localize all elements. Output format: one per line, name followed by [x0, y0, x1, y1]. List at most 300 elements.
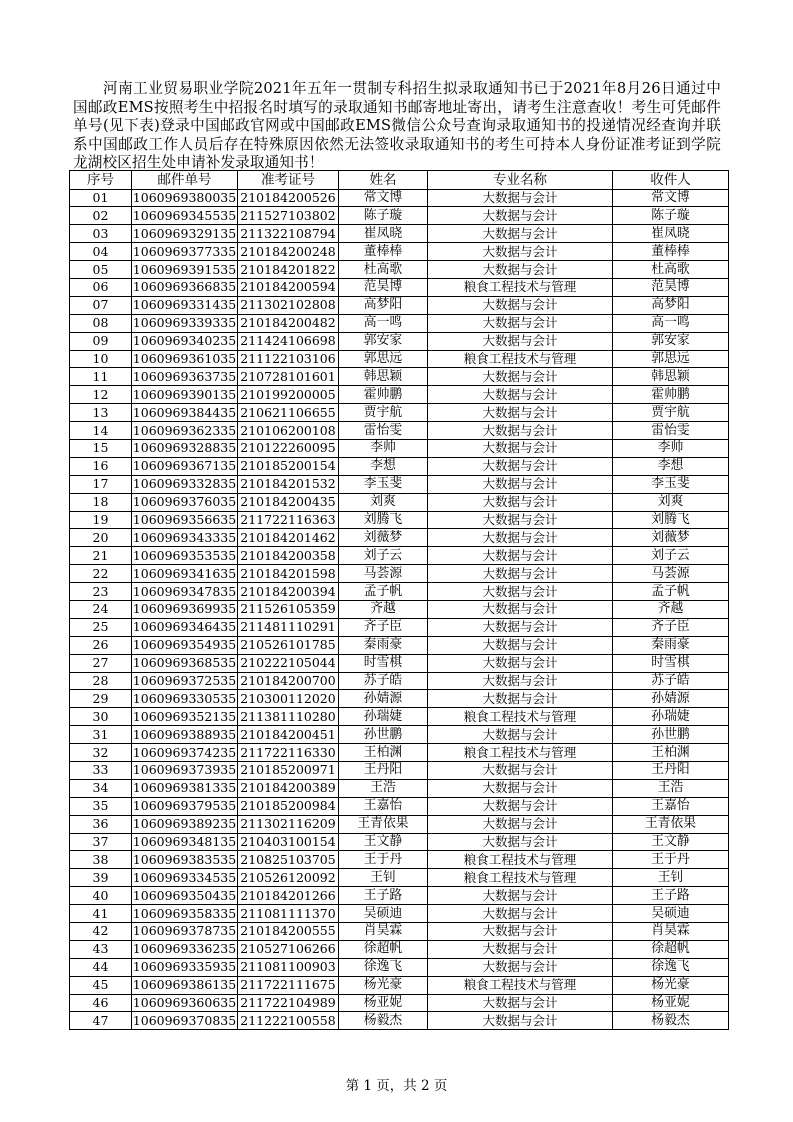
cell-name: 郭安家	[339, 332, 428, 350]
cell-seq: 46	[70, 994, 132, 1012]
table-row	[70, 368, 729, 386]
cell-exam-no: 211081111370	[238, 905, 339, 923]
cell-seq: 09	[70, 332, 132, 350]
table-row	[70, 654, 729, 672]
cell-seq: 02	[70, 207, 132, 225]
cell-seq: 40	[70, 887, 132, 905]
cell-exam-no: 210184201822	[238, 261, 339, 279]
cell-seq: 36	[70, 815, 132, 833]
cell-name: 崔凤晓	[339, 225, 428, 243]
cell-recipient: 刘爽	[613, 493, 729, 511]
cell-recipient: 李想	[613, 457, 729, 475]
cell-exam-no: 210184200482	[238, 314, 339, 332]
cell-mail-no: 1060969377335	[132, 243, 237, 259]
col-header-recipient: 收件人	[613, 171, 729, 190]
cell-exam-no: 211722104989	[238, 994, 339, 1012]
cell-exam-no: 210403100154	[238, 833, 339, 851]
cell-seq: 15	[70, 439, 132, 457]
cell-name: 王于丹	[339, 851, 428, 869]
cell-seq: 13	[70, 404, 132, 422]
table-header-row	[70, 171, 729, 190]
cell-major: 大数据与会计	[428, 1012, 613, 1030]
cell-major: 大数据与会计	[428, 422, 613, 440]
cell-seq: 11	[70, 368, 132, 386]
table-row	[70, 547, 729, 565]
cell-major: 粮食工程技术与管理	[428, 869, 613, 887]
cell-mail-no: 1060969368535	[132, 655, 237, 671]
cell-exam-no: 210825103705	[238, 851, 339, 869]
cell-major: 大数据与会计	[428, 189, 613, 207]
cell-name: 霍帅鹏	[339, 386, 428, 404]
cell-mail-no: 1060969369935	[132, 601, 237, 617]
cell-recipient: 杨光豪	[613, 976, 729, 994]
cell-mail-no: 1060969391535	[132, 261, 237, 277]
cell-exam-no: 211122103106	[238, 350, 339, 368]
cell-mail-no: 1060969346435	[132, 619, 237, 635]
cell-major: 大数据与会计	[428, 583, 613, 601]
cell-major: 大数据与会计	[428, 618, 613, 636]
cell-name: 孙世鹏	[339, 726, 428, 744]
cell-recipient: 齐越	[613, 600, 729, 618]
cell-exam-no: 210728101601	[238, 368, 339, 386]
cell-recipient: 秦雨豪	[613, 636, 729, 654]
cell-major: 大数据与会计	[428, 243, 613, 261]
cell-seq: 19	[70, 511, 132, 529]
cell-name: 齐越	[339, 600, 428, 618]
table-row	[70, 815, 729, 833]
cell-mail-no: 1060969352135	[132, 708, 237, 724]
cell-mail-no: 1060969334535	[132, 869, 237, 885]
cell-major: 大数据与会计	[428, 690, 613, 708]
admission-table	[69, 170, 729, 1030]
cell-recipient: 肖昊霖	[613, 923, 729, 941]
cell-exam-no: 210184200394	[238, 583, 339, 601]
cell-seq: 26	[70, 636, 132, 654]
cell-seq: 43	[70, 940, 132, 958]
cell-seq: 05	[70, 261, 132, 279]
cell-recipient: 高一鸣	[613, 314, 729, 332]
cell-recipient: 苏子皓	[613, 672, 729, 690]
cell-mail-no: 1060969384435	[132, 404, 237, 420]
cell-mail-no: 1060969329135	[132, 225, 237, 241]
table-row	[70, 422, 729, 440]
col-header-name: 姓名	[339, 171, 428, 190]
cell-name: 高梦阳	[339, 296, 428, 314]
cell-recipient: 吴硕迪	[613, 905, 729, 923]
cell-name: 刘子云	[339, 547, 428, 565]
cell-name: 范昊博	[339, 278, 428, 296]
cell-major: 大数据与会计	[428, 636, 613, 654]
table-row	[70, 869, 729, 887]
cell-seq: 32	[70, 744, 132, 762]
cell-mail-no: 1060969358335	[132, 905, 237, 921]
table-row	[70, 529, 729, 547]
cell-exam-no: 210184200358	[238, 547, 339, 565]
cell-name: 王子路	[339, 887, 428, 905]
table-row	[70, 690, 729, 708]
table-row	[70, 493, 729, 511]
table-row	[70, 779, 729, 797]
cell-major: 大数据与会计	[428, 958, 613, 976]
col-header-seq: 序号	[70, 171, 132, 190]
cell-major: 大数据与会计	[428, 386, 613, 404]
cell-mail-no: 1060969379535	[132, 798, 237, 814]
cell-recipient: 杨毅杰	[613, 1012, 729, 1030]
cell-major: 大数据与会计	[428, 779, 613, 797]
cell-recipient: 杨亚妮	[613, 994, 729, 1012]
cell-recipient: 孙婧源	[613, 690, 729, 708]
cell-major: 大数据与会计	[428, 404, 613, 422]
cell-recipient: 王钊	[613, 869, 729, 887]
cell-recipient: 徐超帆	[613, 940, 729, 958]
cell-exam-no: 210184200555	[238, 923, 339, 941]
cell-major: 大数据与会计	[428, 368, 613, 386]
cell-recipient: 王嘉怡	[613, 797, 729, 815]
table-row	[70, 314, 729, 332]
cell-name: 王嘉怡	[339, 797, 428, 815]
cell-recipient: 孟子帆	[613, 583, 729, 601]
cell-exam-no: 210122260095	[238, 439, 339, 457]
cell-seq: 03	[70, 225, 132, 243]
cell-seq: 16	[70, 457, 132, 475]
table-row	[70, 976, 729, 994]
table-row	[70, 958, 729, 976]
cell-exam-no: 210184201462	[238, 529, 339, 547]
cell-major: 大数据与会计	[428, 296, 613, 314]
cell-name: 吴硕迪	[339, 905, 428, 923]
cell-name: 王丹阳	[339, 762, 428, 780]
cell-recipient: 陈子璇	[613, 207, 729, 225]
cell-recipient: 范昊博	[613, 278, 729, 296]
col-header-major: 专业名称	[428, 171, 613, 190]
cell-major: 大数据与会计	[428, 797, 613, 815]
cell-major: 大数据与会计	[428, 511, 613, 529]
cell-major: 粮食工程技术与管理	[428, 708, 613, 726]
cell-mail-no: 1060969383535	[132, 851, 237, 867]
table-row	[70, 726, 729, 744]
page-footer: 第 1 页，共 2 页	[345, 1078, 448, 1094]
cell-recipient: 郭思远	[613, 350, 729, 368]
cell-seq: 35	[70, 797, 132, 815]
cell-mail-no: 1060969347835	[132, 583, 237, 599]
table-row	[70, 404, 729, 422]
cell-major: 大数据与会计	[428, 887, 613, 905]
cell-name: 刘腾飞	[339, 511, 428, 529]
table-row	[70, 261, 729, 279]
cell-name: 高一鸣	[339, 314, 428, 332]
cell-exam-no: 211424106698	[238, 332, 339, 350]
cell-exam-no: 210621106655	[238, 404, 339, 422]
table-row	[70, 1012, 729, 1030]
cell-major: 大数据与会计	[428, 815, 613, 833]
cell-mail-no: 1060969341635	[132, 565, 237, 581]
cell-exam-no: 211722111675	[238, 976, 339, 994]
cell-mail-no: 1060969353535	[132, 547, 237, 563]
intro-paragraph: 河南工业贸易职业学院2021年五年一贯制专科招生拟录取通知书已于2021年8月26日通过中国邮政EMS按照考生中招报名时填写的录取通知书邮寄地址寄出，请考生注意查收！考生可凭邮件单号(见下表)登录中国邮政官网或中国邮政EMS微信公众号查询录取通知书的投递情况经查询并联系中国邮政工作人员后存在特殊原因依然无法签收录取通知书的考生可持本人身份证准考证到学院龙湖校区招生处申请补发录取通知书！	[73, 80, 721, 172]
cell-exam-no: 210526120092	[238, 869, 339, 887]
cell-major: 粮食工程技术与管理	[428, 278, 613, 296]
cell-exam-no: 211322108794	[238, 225, 339, 243]
cell-exam-no: 210184200248	[238, 243, 339, 261]
cell-exam-no: 211222100558	[238, 1012, 339, 1030]
table-row	[70, 797, 729, 815]
cell-name: 韩思颖	[339, 368, 428, 386]
cell-mail-no: 1060969356635	[132, 511, 237, 527]
cell-seq: 31	[70, 726, 132, 744]
cell-seq: 24	[70, 600, 132, 618]
cell-major: 大数据与会计	[428, 923, 613, 941]
table-row	[70, 565, 729, 583]
cell-name: 杨光豪	[339, 976, 428, 994]
cell-recipient: 李玉斐	[613, 475, 729, 493]
cell-major: 大数据与会计	[428, 314, 613, 332]
cell-seq: 12	[70, 386, 132, 404]
cell-recipient: 王柏渊	[613, 744, 729, 762]
table-row	[70, 243, 729, 261]
cell-mail-no: 1060969350435	[132, 887, 237, 903]
cell-mail-no: 1060969331435	[132, 297, 237, 313]
cell-major: 大数据与会计	[428, 457, 613, 475]
cell-major: 大数据与会计	[428, 207, 613, 225]
cell-recipient: 崔凤晓	[613, 225, 729, 243]
cell-seq: 23	[70, 583, 132, 601]
cell-recipient: 霍帅鹏	[613, 386, 729, 404]
cell-name: 孙婧源	[339, 690, 428, 708]
cell-name: 徐超帆	[339, 940, 428, 958]
table-row	[70, 672, 729, 690]
cell-name: 王浩	[339, 779, 428, 797]
cell-name: 徐逸飞	[339, 958, 428, 976]
cell-exam-no: 211722116363	[238, 511, 339, 529]
cell-major: 粮食工程技术与管理	[428, 350, 613, 368]
table-row	[70, 207, 729, 225]
cell-recipient: 孙瑞婕	[613, 708, 729, 726]
cell-name: 李帅	[339, 439, 428, 457]
table-row	[70, 332, 729, 350]
cell-exam-no: 211081100903	[238, 958, 339, 976]
cell-major: 大数据与会计	[428, 332, 613, 350]
cell-exam-no: 210527106266	[238, 940, 339, 958]
table-row	[70, 189, 729, 207]
cell-seq: 22	[70, 565, 132, 583]
cell-seq: 29	[70, 690, 132, 708]
cell-recipient: 王青依果	[613, 815, 729, 833]
cell-mail-no: 1060969335935	[132, 959, 237, 975]
cell-major: 大数据与会计	[428, 833, 613, 851]
cell-major: 大数据与会计	[428, 672, 613, 690]
cell-seq: 01	[70, 189, 132, 207]
cell-mail-no: 1060969361035	[132, 350, 237, 366]
cell-major: 大数据与会计	[428, 994, 613, 1012]
cell-mail-no: 1060969381335	[132, 780, 237, 796]
table-row	[70, 636, 729, 654]
cell-exam-no: 210106200108	[238, 422, 339, 440]
cell-recipient: 王丹阳	[613, 762, 729, 780]
cell-mail-no: 1060969354935	[132, 637, 237, 653]
cell-mail-no: 1060969343335	[132, 529, 237, 545]
cell-recipient: 刘子云	[613, 547, 729, 565]
cell-seq: 08	[70, 314, 132, 332]
cell-major: 大数据与会计	[428, 439, 613, 457]
cell-recipient: 常文博	[613, 189, 729, 207]
cell-exam-no: 211302102808	[238, 296, 339, 314]
cell-seq: 42	[70, 923, 132, 941]
table-row	[70, 457, 729, 475]
cell-recipient: 雷怡雯	[613, 422, 729, 440]
table-row	[70, 940, 729, 958]
cell-major: 大数据与会计	[428, 905, 613, 923]
cell-recipient: 马荟源	[613, 565, 729, 583]
cell-name: 孟子帆	[339, 583, 428, 601]
cell-name: 时雪棋	[339, 654, 428, 672]
cell-major: 粮食工程技术与管理	[428, 744, 613, 762]
cell-recipient: 杜高歌	[613, 261, 729, 279]
cell-mail-no: 1060969340235	[132, 333, 237, 349]
table-row	[70, 511, 729, 529]
cell-seq: 30	[70, 708, 132, 726]
cell-seq: 25	[70, 618, 132, 636]
cell-mail-no: 1060969336235	[132, 941, 237, 957]
cell-exam-no: 210199200005	[238, 386, 339, 404]
table-row	[70, 887, 729, 905]
cell-major: 大数据与会计	[428, 726, 613, 744]
cell-seq: 27	[70, 654, 132, 672]
cell-seq: 17	[70, 475, 132, 493]
cell-name: 郭思远	[339, 350, 428, 368]
cell-exam-no: 210222105044	[238, 654, 339, 672]
cell-name: 王青依果	[339, 815, 428, 833]
cell-mail-no: 1060969362335	[132, 422, 237, 438]
cell-mail-no: 1060969363735	[132, 368, 237, 384]
cell-exam-no: 210300112020	[238, 690, 339, 708]
cell-recipient: 王子路	[613, 887, 729, 905]
cell-mail-no: 1060969330535	[132, 690, 237, 706]
cell-seq: 47	[70, 1012, 132, 1030]
table-row	[70, 833, 729, 851]
cell-mail-no: 1060969374235	[132, 744, 237, 760]
cell-name: 王柏渊	[339, 744, 428, 762]
cell-mail-no: 1060969388935	[132, 726, 237, 742]
cell-seq: 34	[70, 779, 132, 797]
cell-mail-no: 1060969373935	[132, 762, 237, 778]
cell-mail-no: 1060969332835	[132, 476, 237, 492]
cell-recipient: 贾宇航	[613, 404, 729, 422]
cell-name: 苏子皓	[339, 672, 428, 690]
cell-exam-no: 211722116330	[238, 744, 339, 762]
cell-recipient: 王于丹	[613, 851, 729, 869]
table-row	[70, 583, 729, 601]
cell-recipient: 郭安家	[613, 332, 729, 350]
cell-mail-no: 1060969378735	[132, 923, 237, 939]
table-row	[70, 618, 729, 636]
cell-name: 刘薇梦	[339, 529, 428, 547]
cell-exam-no: 210526101785	[238, 636, 339, 654]
cell-exam-no: 210184200594	[238, 278, 339, 296]
cell-exam-no: 210184200451	[238, 726, 339, 744]
col-header-exam-no: 准考证号	[238, 171, 339, 190]
cell-mail-no: 1060969370835	[132, 1012, 237, 1028]
cell-seq: 18	[70, 493, 132, 511]
cell-mail-no: 1060969372535	[132, 672, 237, 688]
table-row	[70, 475, 729, 493]
cell-exam-no: 210184200700	[238, 672, 339, 690]
cell-mail-no: 1060969386135	[132, 977, 237, 993]
cell-mail-no: 1060969376035	[132, 494, 237, 510]
cell-recipient: 孙世鹏	[613, 726, 729, 744]
cell-name: 王钊	[339, 869, 428, 887]
cell-mail-no: 1060969345535	[132, 207, 237, 223]
cell-seq: 33	[70, 762, 132, 780]
cell-seq: 28	[70, 672, 132, 690]
cell-mail-no: 1060969389235	[132, 816, 237, 832]
cell-recipient: 时雪棋	[613, 654, 729, 672]
cell-seq: 04	[70, 243, 132, 261]
cell-seq: 38	[70, 851, 132, 869]
cell-major: 大数据与会计	[428, 475, 613, 493]
cell-name: 雷怡雯	[339, 422, 428, 440]
cell-major: 大数据与会计	[428, 654, 613, 672]
cell-mail-no: 1060969367135	[132, 458, 237, 474]
cell-recipient: 高梦阳	[613, 296, 729, 314]
cell-mail-no: 1060969380035	[132, 189, 237, 205]
table-row	[70, 278, 729, 296]
table-row	[70, 994, 729, 1012]
cell-exam-no: 210184201266	[238, 887, 339, 905]
cell-seq: 45	[70, 976, 132, 994]
cell-recipient: 李帅	[613, 439, 729, 457]
cell-recipient: 王文静	[613, 833, 729, 851]
cell-name: 陈子璇	[339, 207, 428, 225]
cell-recipient: 刘腾飞	[613, 511, 729, 529]
cell-mail-no: 1060969339335	[132, 315, 237, 331]
cell-seq: 06	[70, 278, 132, 296]
table-row	[70, 350, 729, 368]
table-row	[70, 225, 729, 243]
cell-name: 杜高歌	[339, 261, 428, 279]
cell-mail-no: 1060969360635	[132, 995, 237, 1011]
cell-name: 常文博	[339, 189, 428, 207]
table-row	[70, 905, 729, 923]
cell-name: 刘爽	[339, 493, 428, 511]
cell-recipient: 韩思颖	[613, 368, 729, 386]
col-header-mail-no: 邮件单号	[132, 171, 238, 190]
cell-major: 大数据与会计	[428, 940, 613, 958]
cell-name: 李想	[339, 457, 428, 475]
cell-name: 王文静	[339, 833, 428, 851]
cell-name: 孙瑞婕	[339, 708, 428, 726]
cell-recipient: 徐逸飞	[613, 958, 729, 976]
cell-seq: 07	[70, 296, 132, 314]
cell-seq: 10	[70, 350, 132, 368]
cell-exam-no: 210184201598	[238, 565, 339, 583]
cell-major: 大数据与会计	[428, 493, 613, 511]
table-row	[70, 708, 729, 726]
cell-exam-no: 210185200971	[238, 762, 339, 780]
cell-major: 粮食工程技术与管理	[428, 976, 613, 994]
cell-exam-no: 210184200526	[238, 189, 339, 207]
cell-mail-no: 1060969348135	[132, 834, 237, 849]
table-row	[70, 439, 729, 457]
cell-mail-no: 1060969366835	[132, 279, 237, 295]
table-row	[70, 762, 729, 780]
cell-exam-no: 211302116209	[238, 815, 339, 833]
cell-recipient: 齐子臣	[613, 618, 729, 636]
cell-exam-no: 210184200389	[238, 779, 339, 797]
cell-mail-no: 1060969328835	[132, 440, 237, 456]
cell-name: 董棒棒	[339, 243, 428, 261]
cell-name: 齐子臣	[339, 618, 428, 636]
cell-name: 秦雨豪	[339, 636, 428, 654]
